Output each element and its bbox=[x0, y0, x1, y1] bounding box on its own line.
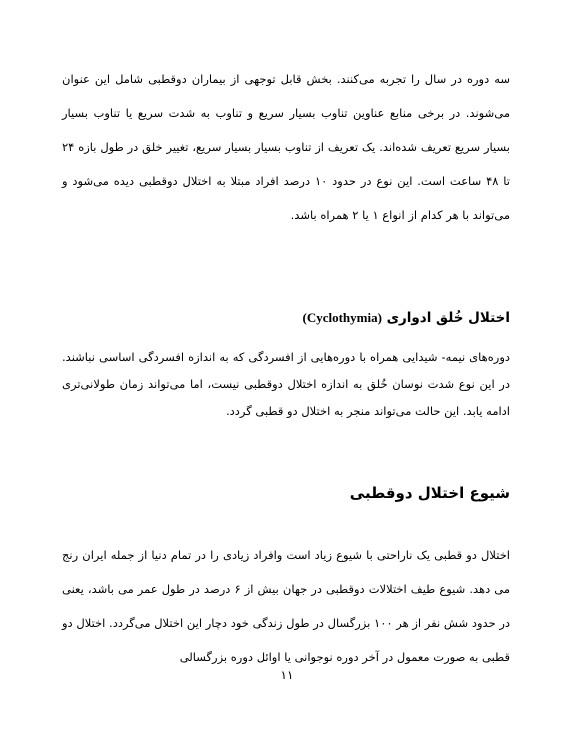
page-number: ۱۱ bbox=[280, 668, 294, 682]
paragraph-rapid-cycling: سه دوره در سال را تجربه می‌کنند. بخش قابل توجهی از بیماران دوقطبی شامل این عنوان می‌شوند. در برخی منابع عناوین تناوب بسیار سریع و تناوب به شدت سریع یا تناوب بسیار بسیار سریع تعریف شده‌اند. یک تعریف از تناوب بسیار بسیار سریع، تغییر خلق در طول بازه ۲۴ تا ۴۸ ساعت است. این نوع در حدود ۱۰ درصد افراد مبتلا به اختلال دوقطبی دیده می‌شود و می‌تواند با هر کدام از انواع ۱ یا ۲ همراه باشد. bbox=[62, 72, 510, 222]
heading-latin-term: (Cyclothymia) bbox=[302, 310, 382, 325]
section-heading-cyclothymia bbox=[302, 310, 510, 326]
heading-persian-text: اختلال خُلق ادواری bbox=[386, 310, 510, 326]
paragraph-cyclothymia: دوره‌های نیمه- شیدایی همراه با دوره‌هایی از افسردگی که به اندازه افسردگی اساسی نباشند. در این نوع شدت نوسان خُلق به اندازه اختلال دوقطبی نیست، اما می‌تواند زمان طولانی‌تری ادامه یابد. این حالت می‌تواند منجر به اختلال دو قطبی گردد. bbox=[62, 350, 510, 418]
section-heading-prevalence: شیوع اختلال دوقطبی bbox=[349, 484, 510, 502]
paragraph-prevalence: اختلال دو قطبی یک ناراحتی با شیوع زیاد است وافراد زیادی را در تمام دنیا از جمله ایران رنج می دهد. شیوع طیف اختلالات دوقطبی در جهان بیش از ۶ درصد در طول عمر می باشد، یعنی در حدود شش نفر از هر ۱۰۰ بزرگسال در طول زندگی خود دچار این اختلال می‌گردد. اختلال دو قطبی به صورت معمول در آخر دوره نوجوانی یا اوائل دوره بزرگسالی bbox=[62, 548, 511, 664]
